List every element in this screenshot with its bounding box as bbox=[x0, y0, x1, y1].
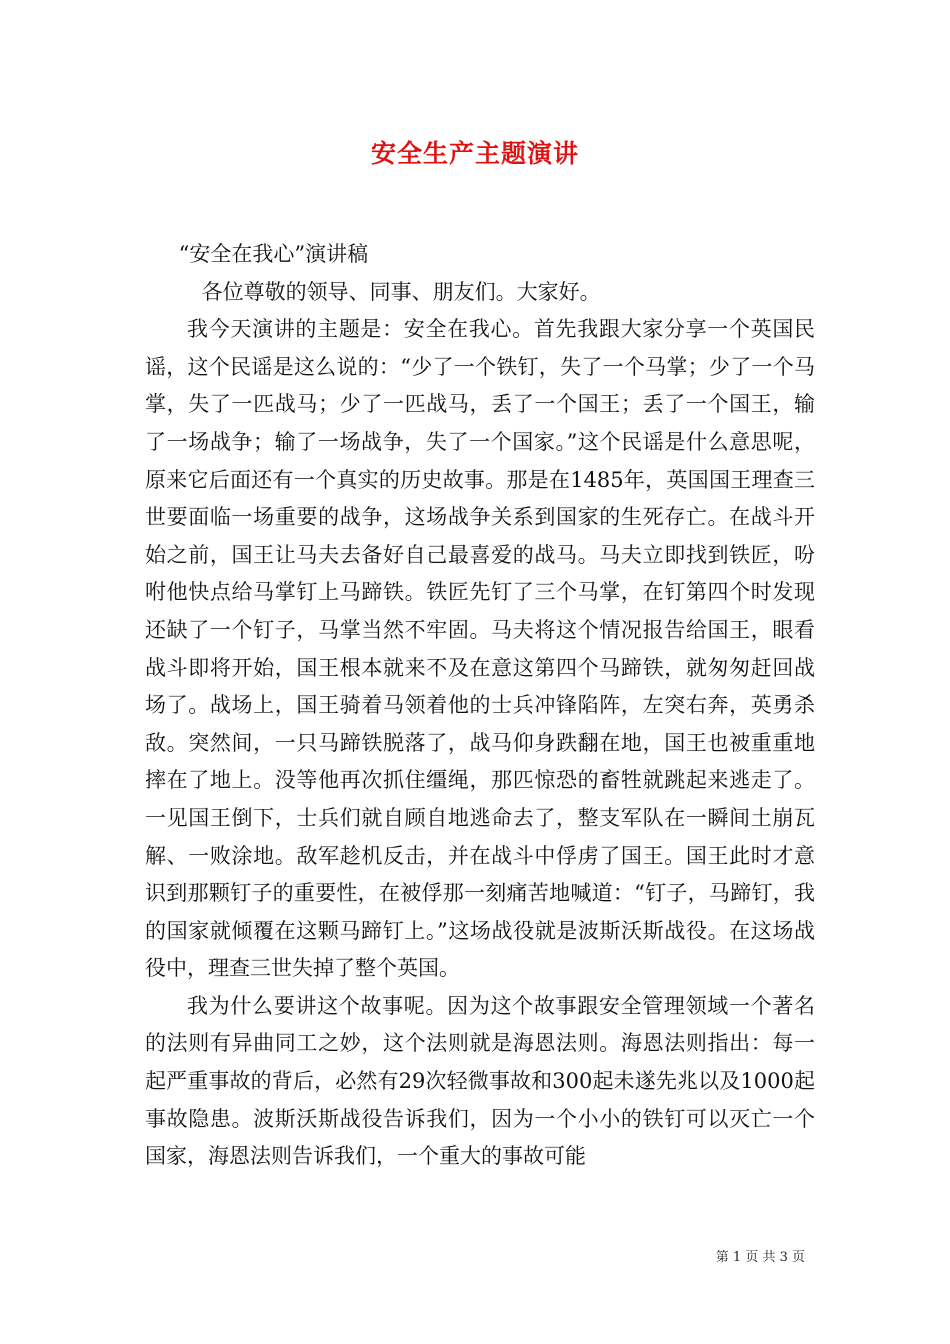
document-body bbox=[145, 236, 815, 1176]
greeting-paragraph: 各位尊敬的领导、同事、朋友们。大家好。 bbox=[201, 279, 601, 304]
speech-subtitle: “安全在我心”演讲稿 bbox=[178, 242, 369, 266]
heinrich-law-paragraph: 我为什么要讲这个故事呢。因为这个故事跟安全管理领域一个著名的法则有异曲同工之妙，这个法则就是海恩法则。海恩法则指出：每一起严重事故的背后，必然有29次轻微事故和300起未遂先兆以及1000起事故隐患。波斯沃斯战役告诉我们，因为一个小小的铁钉可以灭亡一个国家，海恩法则告诉我们，一个重大的事故可能 bbox=[145, 993, 815, 1169]
page-number: 第 1 页 共 3 页 bbox=[715, 1250, 805, 1265]
story-paragraph: 我今天演讲的主题是：安全在我心。首先我跟大家分享一个英国民谣，这个民谣是这么说的：“少了一个铁钉，失了一个马掌；少了一个马掌，失了一匹战马；少了一匹战马，丢了一个国王；丢了一个国王，输了一场战争；输了一场战争，失了一个国家。”这个民谣是什么意思呢，原来它后面还有一个真实的历史故事。那是在1485年，英国国王理查三世要面临一场重要的战争，这场战争关系到国家的生死存亡。在战斗开始之前，国王让马夫去备好自己最喜爱的战马。马夫立即找到铁匠，吩咐他快点给马掌钉上马蹄铁。铁匠先钉了三个马掌，在钉第四个时发现还缺了一个钉子，马掌当然不牢固。马夫将这个情况报告给国王，眼看战斗即将开始，国王根本就来不及在意这第四个马蹄铁，就匆匆赶回战场了。战场上，国王骑着马领着他的士兵冲锋陷阵，左突右奔，英勇杀敌。突然间，一只马蹄铁脱落了，战马仰身跌翻在地，国王也被重重地摔在了地上。没等他再次抓住缰绳，那匹惊恐的畜牲就跳起来逃走了。一见国王倒下，士兵们就自顾自地逃命去了，整支军队在一瞬间土崩瓦解、一败涂地。敌军趁机反击，并在战斗中俘虏了国王。国王此时才意识到那颗钉子的重要性，在被俘那一刻痛苦地喊道：“钉子，马蹄钉，我的国家就倾覆在这颗马蹄钉上。”这场战役就是波斯沃斯战役。在这场战役中，理查三世失掉了整个英国。 bbox=[145, 317, 815, 981]
document-title: 安全生产主题演讲 bbox=[370, 139, 579, 168]
